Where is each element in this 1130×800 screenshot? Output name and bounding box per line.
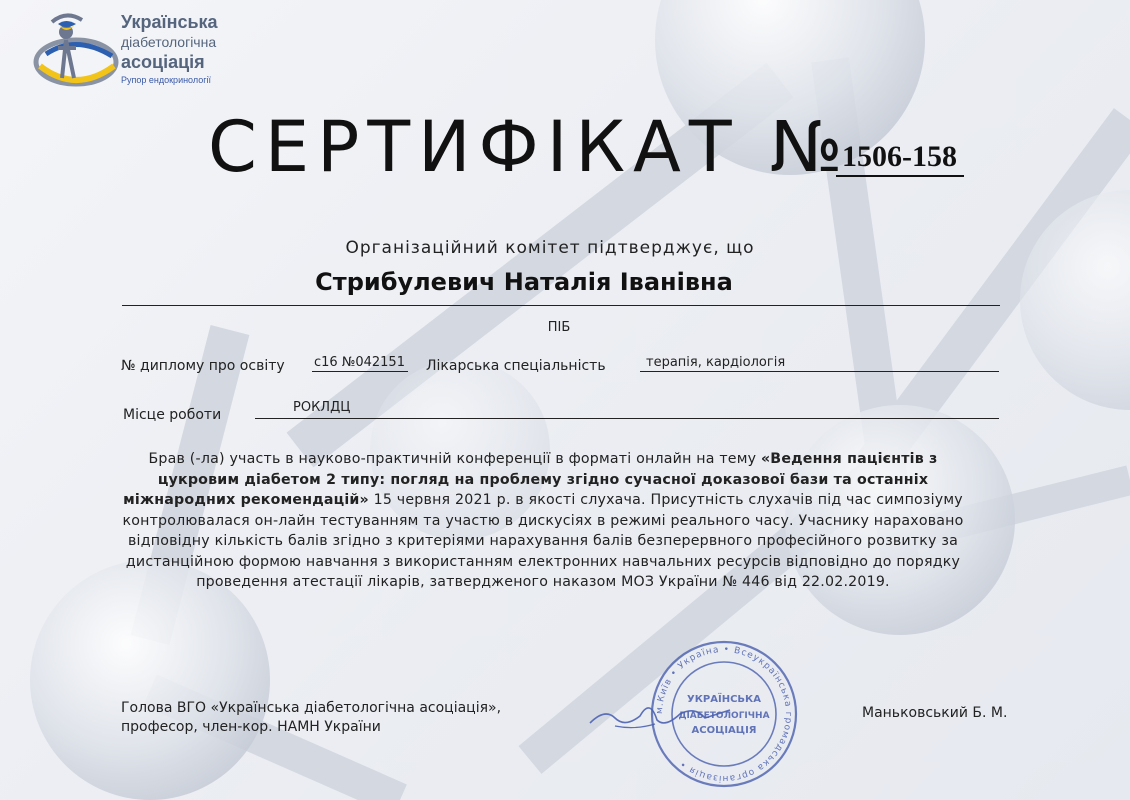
organization-stamp (648, 638, 800, 790)
signatory-title-line-2: професор, член-кор. НАМН України (121, 719, 381, 735)
stamp-line-1: УКРАЇНСЬКА (687, 694, 761, 705)
name-caption: ПІБ (547, 320, 571, 335)
logo-line-2: діабетологічна (121, 34, 217, 50)
specialty-value: терапія, кардіологія (646, 355, 786, 370)
certificate-number-underline (836, 175, 964, 177)
diploma-value: с16 №042151 (314, 355, 405, 370)
signatory-title-line-1: Голова ВГО «Українська діабетологічна асоціація», (121, 700, 502, 716)
diploma-underline (312, 371, 408, 372)
diploma-label: № диплому про освіту (121, 358, 285, 374)
certificate-number: 1506-158 (842, 140, 957, 173)
logo-line-1: Українська (121, 12, 218, 32)
confirmation-text: Організаційний комітет підтверджує, що (345, 238, 755, 258)
signatory-name: Маньковський Б. М. (862, 705, 1008, 721)
specialty-underline (640, 371, 999, 372)
logo-line-3: асоціація (121, 52, 205, 72)
name-underline (122, 305, 1000, 306)
signatory-title (121, 699, 501, 737)
certificate-body-text (112, 449, 974, 593)
conference-topic: «Ведення пацієнтів з цукровим діабетом 2 типу: погляд на проблему згідно сучасної доказової бази та останніх міжнародних рекомендацій» (123, 451, 938, 508)
logo-tagline: Рупор ендокринології (121, 75, 212, 85)
workplace-value: РОКЛДЦ (293, 400, 351, 415)
stamp-line-2: ДІАБЕТОЛОГІЧНА (678, 711, 770, 721)
stamp-outer-text: м.Київ • Україна • Всеукраїнська громадська організація • (654, 644, 794, 784)
body-intro: Брав (-ла) участь в науково-практичній конференції в форматі онлайн на тему (148, 451, 761, 467)
logo-text (121, 12, 218, 87)
body-details: 15 червня 2021 р. в якості слухача. Присутність слухачів під час симпозіуму контролювалася он-лайн тестуванням та участю в дискусіях в режимі реального часу. Учаснику нараховано відповідну кількість балів згідно з критеріями нарахування балів безперервного професійного розвитку за дистанційною формою навчання з використанням електронних навчальних ресурсів відповідно до порядку проведення атестації лікарів, затвердженого наказом МОЗ України № 446 від 22.02.2019. (122, 492, 964, 590)
specialty-label: Лікарська спеціальність (426, 358, 606, 374)
certificate-title: СЕРТИФІКАТ № (208, 106, 851, 188)
workplace-label: Місце роботи (123, 407, 222, 423)
workplace-underline (255, 418, 999, 419)
recipient-full-name: Стрибулевич Наталія Іванівна (315, 268, 733, 296)
stamp-line-3: АСОЦІАЦІЯ (691, 725, 757, 736)
